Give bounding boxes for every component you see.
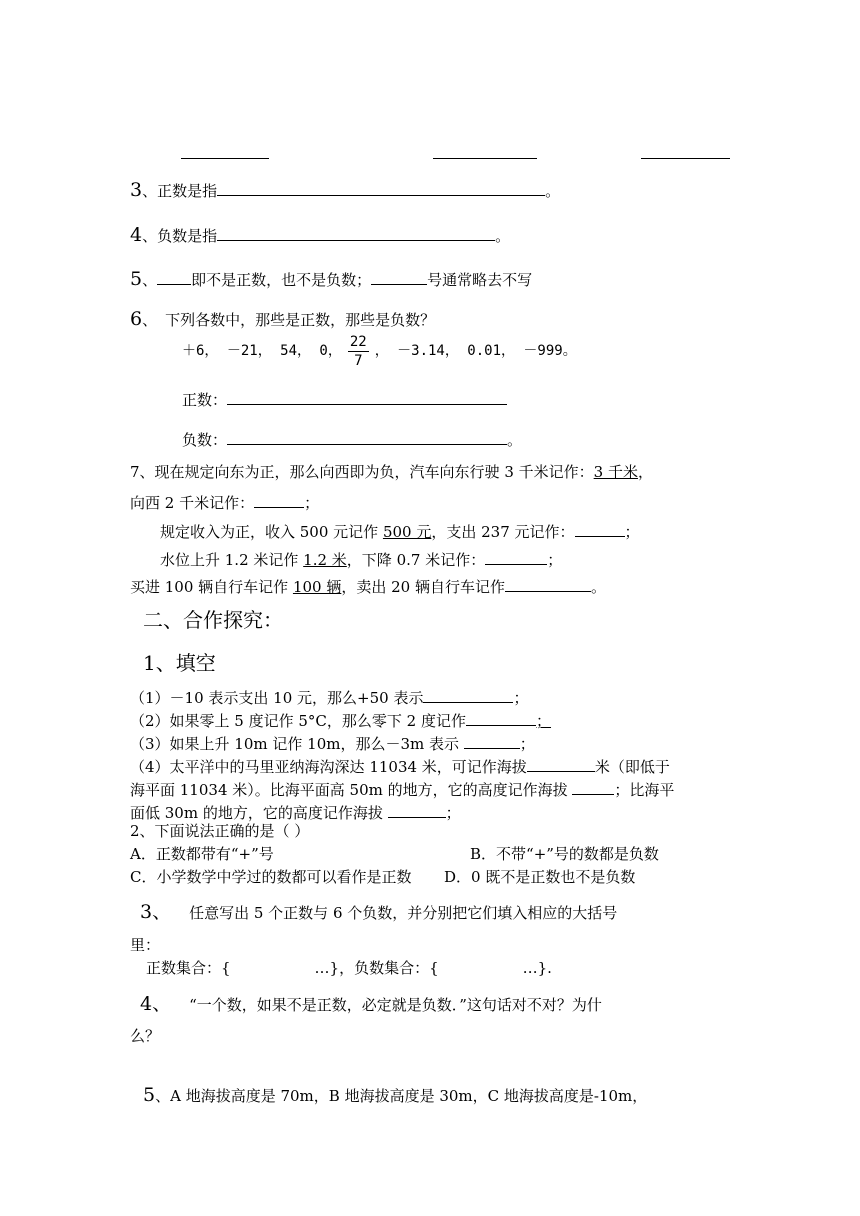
- question-text: 、A 地海拔高度是 70m，B 地海拔高度是 30m，C 地海拔高度是-10m，: [155, 1087, 648, 1105]
- mc-question: 2、下面说法正确的是（ ）: [130, 822, 310, 840]
- line-end: 。: [590, 578, 606, 596]
- question-text: 规定收入为正，收入 500 元记作: [160, 523, 383, 541]
- question-4: [130, 225, 510, 246]
- question-7-line-3: [160, 521, 640, 542]
- question-text: 水位上升 1.2 米记作: [160, 551, 304, 569]
- question-6: [130, 309, 435, 330]
- question-text: 下列各数中，那些是正数，那些是负数？: [165, 311, 436, 329]
- answer-blank[interactable]: [217, 225, 495, 241]
- question-text: 号通常略去不写: [427, 271, 533, 289]
- question-text: ，下降 0.7 米记作：: [346, 551, 486, 569]
- fill-item-3: [130, 733, 535, 754]
- item-text: ；比海平: [614, 781, 675, 799]
- question-end: 。: [495, 227, 511, 245]
- fill-item-2: [130, 710, 551, 731]
- item-text: （1）－10 表示支出 10 元，那么+50 表示: [130, 689, 424, 707]
- number-list: [182, 332, 577, 370]
- answer-blank[interactable]: [423, 687, 513, 703]
- answer-blank[interactable]: [157, 269, 191, 285]
- option-c[interactable]: C．小学数学中学过的数都可以看作是正数: [130, 868, 412, 886]
- question-sep: 、: [142, 311, 158, 329]
- question-text: ，卖出 20 辆自行车记作: [341, 578, 505, 596]
- question-sep: 、: [142, 182, 158, 200]
- answer-blank[interactable]: [527, 756, 595, 772]
- answer-blank[interactable]: [227, 429, 507, 445]
- answer-blank[interactable]: [371, 269, 427, 285]
- answer-blank[interactable]: [641, 158, 730, 159]
- negative-label: 负数：: [182, 431, 228, 449]
- question-sub-4-cont: 么？: [130, 1027, 161, 1045]
- set-end: …}.: [522, 959, 552, 977]
- answer-blank[interactable]: [485, 549, 547, 565]
- question-7-line-2: [130, 492, 319, 513]
- fill-item-4-line-1: [130, 756, 670, 777]
- question-sep: 、: [142, 271, 158, 289]
- question-text: 任意写出 5 个正数与 6 个负数，并分别把它们填入相应的大括号: [189, 904, 618, 922]
- question-number: 3: [130, 179, 143, 201]
- line-end: ；: [445, 804, 461, 822]
- question-number: 6: [130, 308, 143, 330]
- item-text: （2）如果零上 5 度记作 5°C，那么零下 2 度记作: [130, 712, 466, 730]
- question-number: 4、: [140, 993, 172, 1015]
- section-title: 二、合作探究：: [143, 608, 283, 632]
- answer-blank[interactable]: [217, 180, 545, 196]
- question-5: [130, 269, 532, 290]
- question-sub-5: [143, 1085, 647, 1106]
- question-number: 5: [143, 1084, 156, 1106]
- question-number: 4: [130, 224, 143, 246]
- answer-blank[interactable]: [227, 389, 507, 405]
- question-text: 正数是指: [157, 182, 218, 200]
- subsection-title: 1、填空: [143, 651, 216, 675]
- fraction: [348, 333, 369, 370]
- line-end: ；: [547, 551, 563, 569]
- item-text: 米（即低于: [594, 758, 670, 776]
- question-7-line-4: [160, 549, 562, 570]
- answer-blank[interactable]: [433, 158, 537, 159]
- question-7-line-5: [130, 576, 606, 597]
- answer-blank[interactable]: [388, 802, 446, 818]
- line-end: ；: [304, 494, 320, 512]
- question-sub-3: [140, 902, 617, 923]
- option-a[interactable]: A．正数都带有“+”号: [130, 845, 274, 863]
- answer-blank[interactable]: [254, 492, 304, 508]
- numbers-before: ＋6， －21， 54， 0，: [182, 343, 342, 359]
- positive-set-label: 正数集合：{: [146, 959, 231, 977]
- positive-line: [182, 389, 507, 410]
- question-text: ，支出 237 元记作：: [431, 523, 575, 541]
- item-text: 海平面 11034 米）。比海平面高 50m 的地方，它的高度记作海拔: [130, 781, 573, 799]
- example-answer: 1.2 米: [303, 551, 347, 569]
- set-line: [146, 958, 552, 978]
- example-answer: 500 元: [382, 523, 432, 541]
- question-end: 。: [545, 182, 561, 200]
- answer-blank[interactable]: [572, 779, 614, 795]
- fraction-denominator: 7: [354, 352, 363, 369]
- item-text: （4）太平洋中的马里亚纳海沟深达 11034 米，可记作海拔: [130, 758, 527, 776]
- fill-item-4-line-2: [130, 779, 674, 800]
- question-number: 3、: [140, 901, 172, 923]
- negative-set-label: …}，负数集合：{: [314, 959, 439, 977]
- answer-blank[interactable]: [466, 710, 536, 726]
- question-number: 5: [130, 268, 143, 290]
- fill-item-1: [130, 687, 528, 708]
- example-answer: 3 千米: [593, 463, 638, 481]
- question-text: 负数是指: [157, 227, 218, 245]
- option-d[interactable]: D．0 既不是正数也不是负数: [444, 868, 636, 886]
- question-text: 7、现在规定向东为正，那么向西即为负，汽车向东行驶 3 千米记作：: [130, 463, 594, 481]
- question-text: 买进 100 辆自行车记作: [130, 578, 293, 596]
- item-text: 面低 30m 的地方，它的高度记作海拔: [130, 804, 388, 822]
- option-b[interactable]: B．不带“+”号的数都是负数: [470, 845, 659, 863]
- negative-line: [182, 429, 522, 450]
- line-end: ；: [536, 712, 552, 730]
- line-end: 。: [507, 431, 523, 449]
- question-text: 即不是正数，也不是负数；: [191, 271, 372, 289]
- line-end: ；: [624, 523, 640, 541]
- answer-blank[interactable]: [505, 576, 591, 592]
- question-sep: 、: [142, 227, 158, 245]
- question-text: “一个数，如果不是正数，必定就是负数．”这句话对不对？为什: [189, 996, 602, 1014]
- example-answer: 100 辆: [292, 578, 342, 596]
- question-sub-4: [140, 994, 602, 1015]
- line-end: ；: [513, 689, 529, 707]
- question-sub-3-cont: 里：: [130, 936, 161, 954]
- fraction-numerator: 22: [349, 333, 367, 350]
- item-text: （3）如果上升 10m 记作 10m，那么－3m 表示: [130, 735, 464, 753]
- line-end: ；: [519, 735, 535, 753]
- line-end: ，: [637, 463, 653, 481]
- answer-blank[interactable]: [464, 733, 520, 749]
- positive-label: 正数：: [182, 391, 228, 409]
- numbers-after: ， －3.14， 0.01， －999。: [374, 343, 577, 359]
- question-3: [130, 180, 560, 201]
- question-text: 向西 2 千米记作：: [130, 494, 255, 512]
- question-7-line-1: [130, 462, 653, 482]
- fill-item-4-line-3: [130, 802, 461, 823]
- answer-blank[interactable]: [181, 158, 269, 159]
- answer-blank[interactable]: [575, 521, 625, 537]
